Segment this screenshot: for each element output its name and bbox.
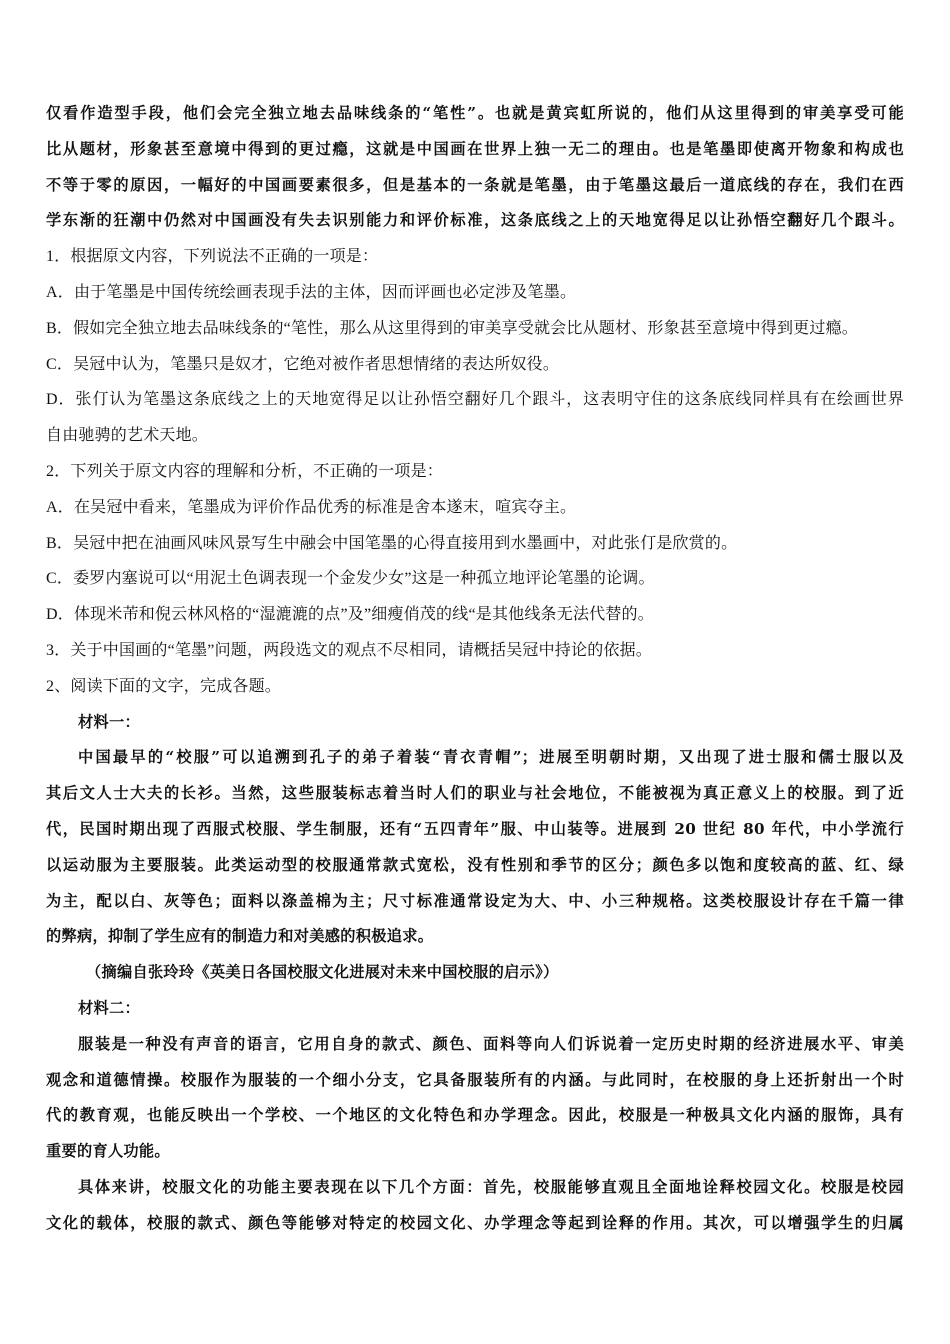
option-c: C．委罗内塞说可以“用泥土色调表现一个金发少女”这是一种孤立地评论笔墨的论调。 bbox=[46, 570, 655, 588]
option-a: A．由于笔墨是中国传统绘画表现手法的主体，因而评画也必定涉及笔墨。 bbox=[46, 283, 577, 301]
passage-line: 不等于零的原因，一幅好的中国画要素很多，但是基本的一条就是笔墨，由于笔墨这最后一道底线的存在，我们在西 bbox=[46, 175, 904, 194]
option-d-continued: 自由驰骋的艺术天地。 bbox=[46, 427, 209, 445]
material-line: 文化的载体，校服的款式、颜色等能够对特定的校园文化、办学理念等起到诠释的作用。其次，可以增强学生的归属 bbox=[46, 1213, 904, 1232]
question-stem: 3．关于中国画的“笔墨”问题，两段选文的观点不尽相同，请概括吴冠中持论的依据。 bbox=[46, 641, 653, 659]
material-line: 重要的育人功能。 bbox=[46, 1142, 170, 1161]
question-3 bbox=[46, 633, 904, 669]
section-title: 2、阅读下面的文字，完成各题。 bbox=[46, 677, 282, 695]
question-stem: 2．下列关于原文内容的理解和分析，不正确的一项是： bbox=[46, 462, 444, 480]
material-line: 中国最早的“校服”可以追溯到孔子的弟子着装“青衣青帽”；进展至明朝时期，又出现了进士服和儒士服以及 bbox=[78, 748, 904, 767]
document-body bbox=[46, 96, 904, 1242]
material-line: 其后文人士大夫的长衫。当然，这些服装标志着当时人们的职业与社会地位，不能被视为真正意义上的校服。到了近 bbox=[46, 784, 904, 803]
material-source: （摘编自张玲玲《英美日各国校服文化进展对未来中国校服的启示》） bbox=[86, 963, 559, 982]
material-line: 观念和道德情操。校服作为服装的一个细小分支，它具备服装所有的内涵。与此同时，在校服的身上还折射出一个时 bbox=[46, 1070, 904, 1089]
option-d: D．张仃认为笔墨这条底线之上的天地宽得足以让孙悟空翻好几个跟斗，这表明守住的这条底线同样具有在绘画世界 bbox=[46, 391, 904, 409]
option-a: A．在吴冠中看来，笔墨成为评价作品优秀的标准是舍本遂末，喧宾夺主。 bbox=[46, 498, 577, 516]
section-2 bbox=[46, 669, 904, 1242]
option-b: B．假如完全独立地去品味线条的“笔性，那么从这里得到的审美享受就会比从题材、形象甚至意境中得到更过瘾。 bbox=[46, 319, 858, 337]
material-1 bbox=[46, 705, 904, 991]
material-line: 服装是一种没有声音的语言，它用自身的款式、颜色、面料等向人们诉说着一定历史时期的经济进展水平、审美 bbox=[78, 1034, 904, 1053]
question-2 bbox=[46, 454, 904, 633]
passage-line: 仅看作造型手段，他们会完全独立地去品味线条的“笔性”。也就是黄宾虹所说的，他们从这里得到的审美享受可能 bbox=[46, 104, 904, 122]
passage-line: 学东渐的狂潮中仍然对中国画没有失去识别能力和评价标准，这条底线之上的天地宽得足以让孙悟空翻好几个跟斗。 bbox=[46, 211, 904, 230]
question-stem: 1．根据原文内容，下列说法不正确的一项是： bbox=[46, 248, 379, 266]
material-2 bbox=[46, 991, 904, 1242]
material-heading: 材料一： bbox=[78, 712, 140, 731]
material-heading: 材料二： bbox=[78, 998, 140, 1017]
question-1 bbox=[46, 239, 904, 454]
option-c: C．吴冠中认为，笔墨只是奴才，它绝对被作者思想情绪的表达所奴役。 bbox=[46, 355, 560, 373]
option-d: D．体现米芾和倪云林风格的“湿漉漉的点”及”细瘦俏茂的线“是其他线条无法代替的。 bbox=[46, 606, 654, 624]
passage-end bbox=[46, 96, 904, 239]
passage-line: 比从题材，形象甚至意境中得到的更过瘾，这就是中国画在世界上独一无二的理由。也是笔墨即使离开物象和构成也 bbox=[46, 139, 904, 158]
option-b: B．吴冠中把在油画风味风景写生中融会中国笔墨的心得直接用到水墨画中，对此张仃是欣赏的。 bbox=[46, 534, 738, 552]
material-line: 代，民国时期出现了西服式校服、学生制服，还有“五四青年”服、中山装等。进展到 20 世纪 80 年代，中小学流行 bbox=[46, 819, 904, 838]
material-line: 为主，配以白、灰等色；面料以涤盖棉为主；尺寸标准通常设定为大、中、小三种规格。这类校服设计存在千篇一律 bbox=[46, 891, 904, 910]
material-line: 的弊病，抑制了学生应有的制造力和对美感的积极追求。 bbox=[46, 927, 434, 946]
material-line: 以运动服为主要服装。此类运动型的校服通常款式宽松，没有性别和季节的区分；颜色多以饱和度较高的蓝、红、绿 bbox=[46, 855, 904, 874]
material-line: 代的教育观，也能反映出一个学校、一个地区的文化特色和办学理念。因此，校服是一种极具文化内涵的服饰，具有 bbox=[46, 1106, 904, 1125]
material-line: 具体来讲，校服文化的功能主要表现在以下几个方面：首先，校服能够直观且全面地诠释校园文化。校服是校园 bbox=[78, 1177, 904, 1196]
